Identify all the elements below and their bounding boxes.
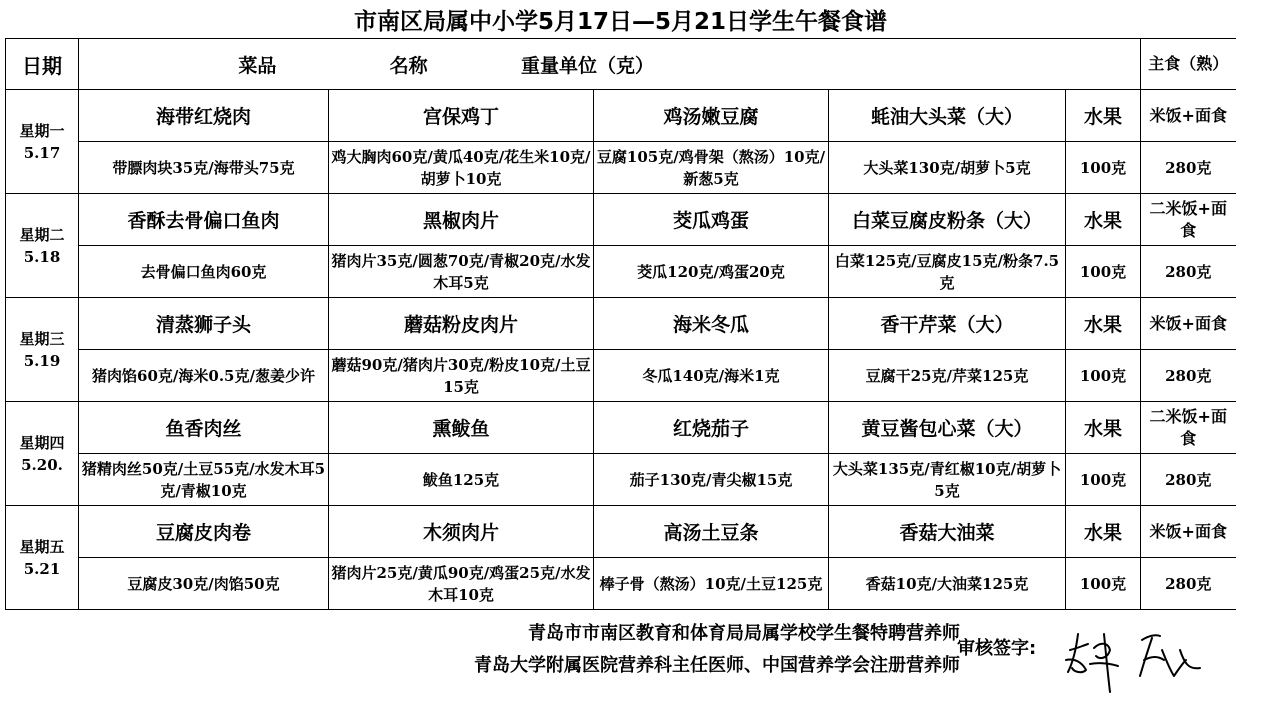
credit-line-1: 青岛市市南区教育和体育局局属学校学生餐特聘营养师: [528, 623, 960, 644]
fruit-label: 水果: [1066, 194, 1141, 246]
date-label: 5.20.: [21, 455, 63, 474]
dish-name: 熏鲅鱼: [329, 402, 594, 454]
lunch-menu-table: [5, 0, 1236, 610]
staple-amount: 280克: [1141, 454, 1236, 506]
fruit-label: 水果: [1066, 506, 1141, 558]
dish-ingredients: 茭瓜120克/鸡蛋20克: [594, 246, 829, 298]
fruit-amount: 100克: [1066, 350, 1141, 402]
header-name-label: 名称: [389, 54, 428, 77]
staple-amount: 280克: [1141, 350, 1236, 402]
header-weight-label: 重量单位（克）: [520, 54, 654, 77]
credit-line-2: 青岛大学附属医院营养科主任医师、中国营养学会注册营养师: [474, 655, 960, 676]
dish-name: 蚝油大头菜（大）: [829, 90, 1066, 142]
dish-ingredients: 白菜125克/豆腐皮15克/粉条7.5克: [829, 246, 1066, 298]
dish-ingredients: 大头菜135克/青红椒10克/胡萝卜5克: [829, 454, 1066, 506]
staple-amount: 280克: [1141, 246, 1236, 298]
dish-name: 香干芹菜（大）: [829, 298, 1066, 350]
dish-ingredients: 豆腐105克/鸡骨架（熬汤）10克/新葱5克: [594, 142, 829, 194]
dish-name: 宫保鸡丁: [329, 90, 594, 142]
fruit-amount: 100克: [1066, 142, 1141, 194]
weekday-label: 星期四: [19, 433, 65, 452]
day-cell: [6, 402, 79, 506]
day-cell: [6, 298, 79, 402]
day-cell: [6, 90, 79, 194]
day-cell: [6, 194, 79, 298]
fruit-amount: 100克: [1066, 454, 1141, 506]
weekday-label: 星期三: [19, 329, 65, 348]
day-detail-row: [6, 454, 1236, 506]
fruit-label: 水果: [1066, 90, 1141, 142]
dish-name: 红烧茄子: [594, 402, 829, 454]
handwritten-signature-image: [1060, 620, 1210, 700]
day-dish-row: [6, 90, 1236, 142]
dish-ingredients: 带膘肉块35克/海带头75克: [79, 142, 329, 194]
fruit-label: 水果: [1066, 402, 1141, 454]
dish-ingredients: 冬瓜140克/海米1克: [594, 350, 829, 402]
header-dish-label: 菜品: [238, 54, 277, 77]
dish-name: 黄豆酱包心菜（大）: [829, 402, 1066, 454]
dish-name: 茭瓜鸡蛋: [594, 194, 829, 246]
day-detail-row: [6, 350, 1236, 402]
staple-name: 二米饭+面食: [1141, 194, 1236, 246]
dish-name: 豆腐皮肉卷: [79, 506, 329, 558]
dish-ingredients: 大头菜130克/胡萝卜5克: [829, 142, 1066, 194]
date-label: 5.17: [23, 143, 61, 162]
date-label: 5.18: [23, 247, 61, 266]
dish-name: 香菇大油菜: [829, 506, 1066, 558]
dish-name: 高汤土豆条: [594, 506, 829, 558]
dish-ingredients: 去骨偏口鱼肉60克: [79, 246, 329, 298]
dish-ingredients: 鸡大胸肉60克/黄瓜40克/花生米10克/胡萝卜10克: [329, 142, 594, 194]
weekday-label: 星期五: [19, 537, 65, 556]
staple-name: 二米饭+面食: [1141, 402, 1236, 454]
dish-name: 黑椒肉片: [329, 194, 594, 246]
dish-name: 香酥去骨偏口鱼肉: [79, 194, 329, 246]
dish-name: 鱼香肉丝: [79, 402, 329, 454]
menu-title: 市南区局属中小学5月17日—5月21日学生午餐食谱: [6, 0, 1236, 39]
date-label: 5.21: [23, 559, 61, 578]
dish-ingredients: 蘑菇90克/猪肉片30克/粉皮10克/土豆15克: [329, 350, 594, 402]
dish-ingredients: 豆腐干25克/芹菜125克: [829, 350, 1066, 402]
fruit-label: 水果: [1066, 298, 1141, 350]
dish-ingredients: 猪精肉丝50克/土豆55克/水发木耳5克/青椒10克: [79, 454, 329, 506]
header-date: 日期: [6, 39, 79, 90]
dish-ingredients: 香菇10克/大油菜125克: [829, 558, 1066, 610]
dish-ingredients: 棒子骨（熬汤）10克/土豆125克: [594, 558, 829, 610]
dish-ingredients: 猪肉馅60克/海米0.5克/葱姜少许: [79, 350, 329, 402]
staple-name: 米饭+面食: [1141, 298, 1236, 350]
day-dish-row: [6, 194, 1236, 246]
staple-amount: 280克: [1141, 142, 1236, 194]
header-staple: 主食（熟）: [1141, 39, 1236, 90]
dish-name: 清蒸狮子头: [79, 298, 329, 350]
fruit-amount: 100克: [1066, 558, 1141, 610]
dish-name: 白菜豆腐皮粉条（大）: [829, 194, 1066, 246]
dish-name: 木须肉片: [329, 506, 594, 558]
day-dish-row: [6, 402, 1236, 454]
day-detail-row: [6, 558, 1236, 610]
day-dish-row: [6, 298, 1236, 350]
header-dishes: [79, 39, 1141, 90]
staple-name: 米饭+面食: [1141, 506, 1236, 558]
day-detail-row: [6, 142, 1236, 194]
dish-ingredients: 猪肉片35克/圆葱70克/青椒20克/水发木耳5克: [329, 246, 594, 298]
dish-name: 蘑菇粉皮肉片: [329, 298, 594, 350]
day-cell: [6, 506, 79, 610]
staple-amount: 280克: [1141, 558, 1236, 610]
weekday-label: 星期二: [19, 225, 65, 244]
fruit-amount: 100克: [1066, 246, 1141, 298]
dish-ingredients: 茄子130克/青尖椒15克: [594, 454, 829, 506]
day-dish-row: [6, 506, 1236, 558]
dish-name: 海米冬瓜: [594, 298, 829, 350]
dish-name: 海带红烧肉: [79, 90, 329, 142]
dish-ingredients: 豆腐皮30克/肉馅50克: [79, 558, 329, 610]
date-label: 5.19: [23, 351, 61, 370]
day-detail-row: [6, 246, 1236, 298]
staple-name: 米饭+面食: [1141, 90, 1236, 142]
nutritionist-credit: [330, 618, 960, 682]
dish-name: 鸡汤嫩豆腐: [594, 90, 829, 142]
dish-ingredients: 猪肉片25克/黄瓜90克/鸡蛋25克/水发木耳10克: [329, 558, 594, 610]
sign-label: 审核签字:: [957, 638, 1037, 659]
dish-ingredients: 鲅鱼125克: [329, 454, 594, 506]
weekday-label: 星期一: [19, 121, 65, 140]
